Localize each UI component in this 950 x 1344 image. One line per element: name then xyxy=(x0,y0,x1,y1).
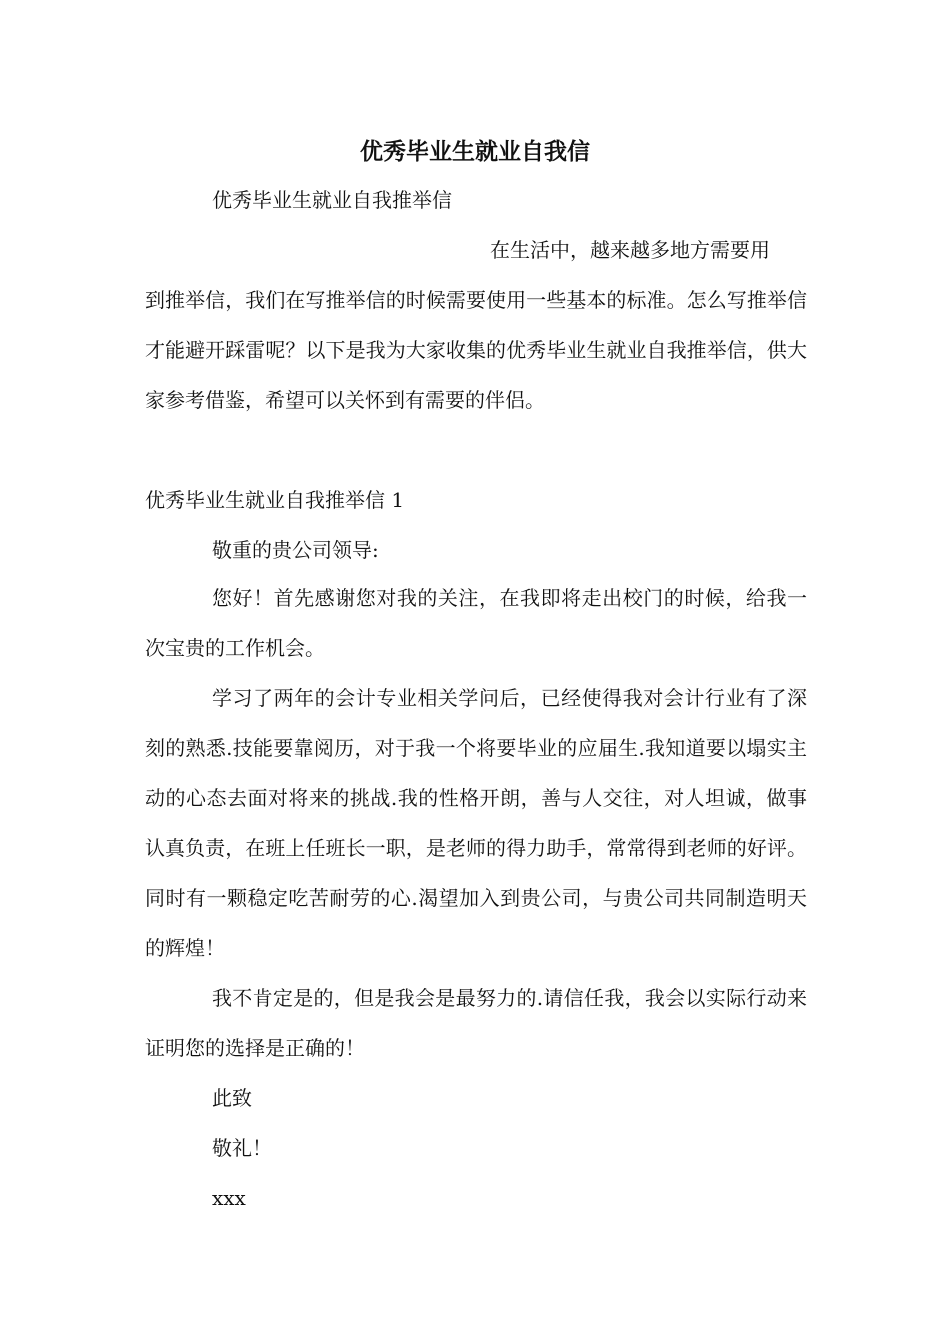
intro-first-line: 在生活中，越来越多地方需要用 xyxy=(490,238,770,262)
closing-salute: 敬礼！ xyxy=(212,1136,272,1160)
document-subtitle: 优秀毕业生就业自我推举信 xyxy=(212,188,452,212)
closing-regards: 此致 xyxy=(212,1086,252,1110)
paragraph-commitment: 我不肯定是的，但是我会是最努力的.请信任我，我会以实际行动来证明您的选择是正确的！ xyxy=(145,986,807,1060)
paragraph-greeting: 您好！首先感谢您对我的关注，在我即将走出校门的时候，给我一次宝贵的工作机会。 xyxy=(145,586,807,660)
intro-paragraph: 到推举信，我们在写推举信的时候需要使用一些基本的标准。怎么写推举信才能避开踩雷呢？以下是我为大家收集的优秀毕业生就业自我推举信，供大家参考借鉴，希望可以关怀到有需要的伴侣。 xyxy=(145,288,807,412)
salutation: 敬重的贵公司领导: xyxy=(212,538,379,562)
section-heading: 优秀毕业生就业自我推举信 1 xyxy=(145,488,405,512)
document-title: 优秀毕业生就业自我信 xyxy=(360,139,590,165)
paragraph-self-introduction: 学习了两年的会计专业相关学问后，已经使得我对会计行业有了深刻的熟悉.技能要靠阅历，对于我一个将要毕业的应届生.我知道要以塌实主动的心态去面对将来的挑战.我的性格开朗，善与人交往，对人坦诚，做事认真负责，在班上任班长一职，是老师的得力助手，常常得到老师的好评。同时有一颗稳定吃苦耐劳的心.渴望加入到贵公司，与贵公司共同制造明天的辉煌！ xyxy=(145,686,807,960)
signature: xxx xyxy=(212,1186,246,1210)
